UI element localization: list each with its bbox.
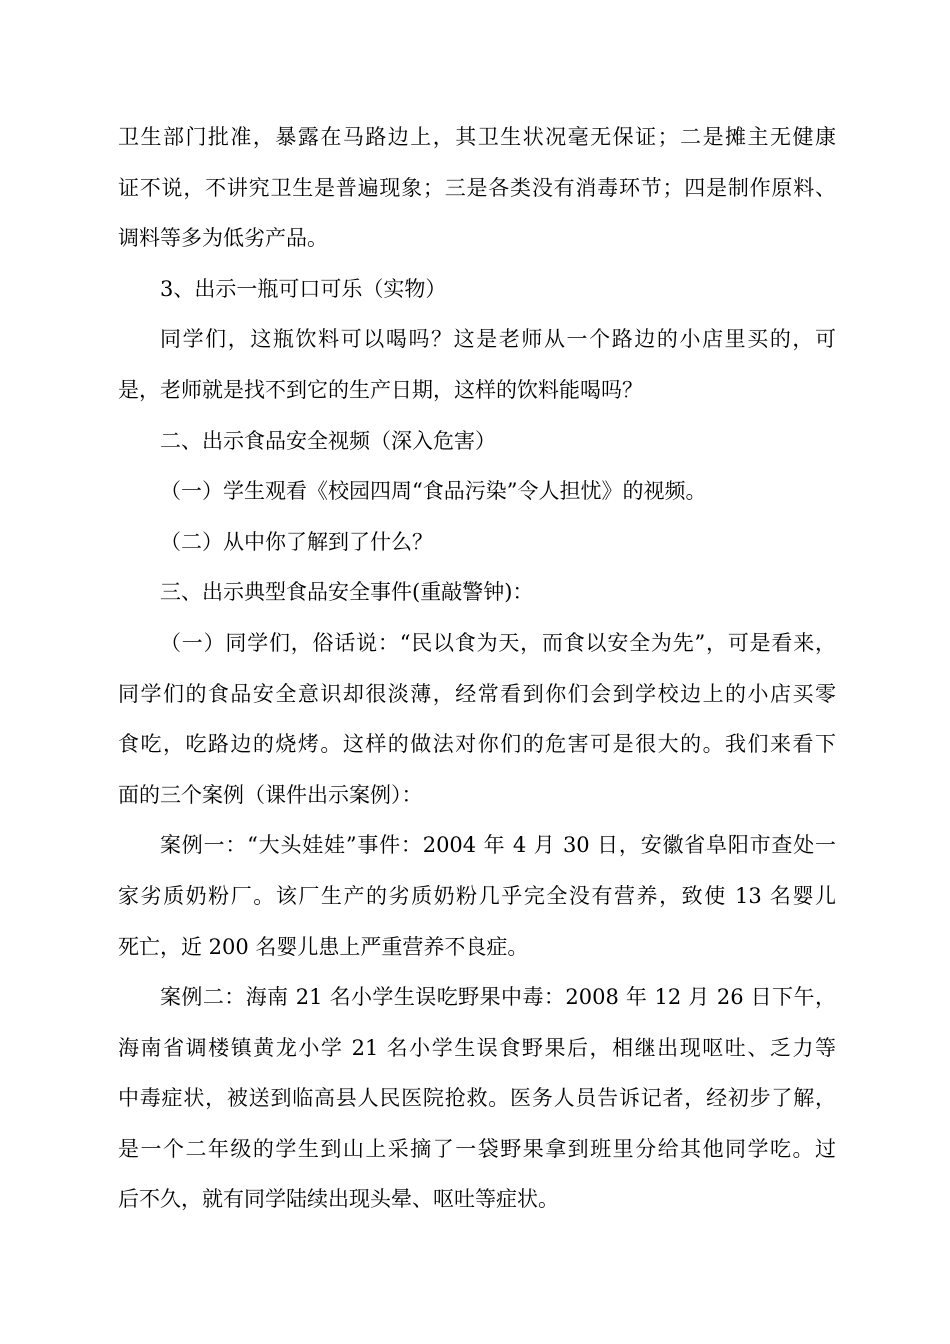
- text-line: 3、出示一瓶可口可乐（实物）: [160, 276, 447, 301]
- text-line: 同学们的食品安全意识却很淡薄，经常看到你们会到学校边上的小店买零: [118, 681, 836, 706]
- text-line: （二）从中你了解到了什么？: [160, 529, 433, 554]
- text-line: 面的三个案例（课件出示案例）：: [118, 782, 423, 807]
- document-body: [118, 112, 836, 1225]
- text-line: 同学们，这瓶饮料可以喝吗？这是老师从一个路边的小店里买的，可: [160, 327, 836, 352]
- text-line: 案例二：海南 21 名小学生误吃野果中毒：2008 年 12 月 26 日下午，: [160, 985, 836, 1010]
- text-line: 家劣质奶粉厂。该厂生产的劣质奶粉几乎完全没有营养，致使 13 名婴儿: [118, 883, 836, 908]
- text-line: 后不久，就有同学陆续出现头晕、呕吐等症状。: [118, 1187, 559, 1212]
- text-line: 中毒症状，被送到临高县人民医院抢救。医务人员告诉记者，经初步了解，: [118, 1086, 836, 1111]
- text-line: （一）同学们，俗话说：“民以食为天，而食以安全为先”，可是看来，: [160, 630, 836, 655]
- text-line: 是一个二年级的学生到山上采摘了一袋野果拿到班里分给其他同学吃。过: [118, 1136, 836, 1161]
- text-line: 案例一：“大头娃娃”事件：2004 年 4 月 30 日，安徽省阜阳市查处一: [160, 833, 836, 858]
- text-line: 调料等多为低劣产品。: [118, 226, 328, 251]
- text-line: 卫生部门批准，暴露在马路边上，其卫生状况毫无保证；二是摊主无健康: [118, 125, 836, 149]
- text-line: 海南省调楼镇黄龙小学 21 名小学生误食野果后，相继出现呕吐、乏力等: [118, 1035, 836, 1060]
- text-line: 是，老师就是找不到它的生产日期，这样的饮料能喝吗？: [118, 377, 643, 402]
- text-line: （一）学生观看《校园四周“食品污染”令人担忧》的视频。: [160, 479, 707, 504]
- text-line: 证不说，不讲究卫生是普遍现象；三是各类没有消毒环节；四是制作原料、: [118, 175, 836, 200]
- text-line: 死亡，近 200 名婴儿患上严重营养不良症。: [118, 934, 529, 959]
- text-line: 食吃，吃路边的烧烤。这样的做法对你们的危害可是很大的。我们来看下: [118, 732, 836, 757]
- text-line: 二、出示食品安全视频（深入危害）: [160, 428, 496, 453]
- text-line: 三、出示典型食品安全事件(重敲警钟)：: [160, 580, 534, 605]
